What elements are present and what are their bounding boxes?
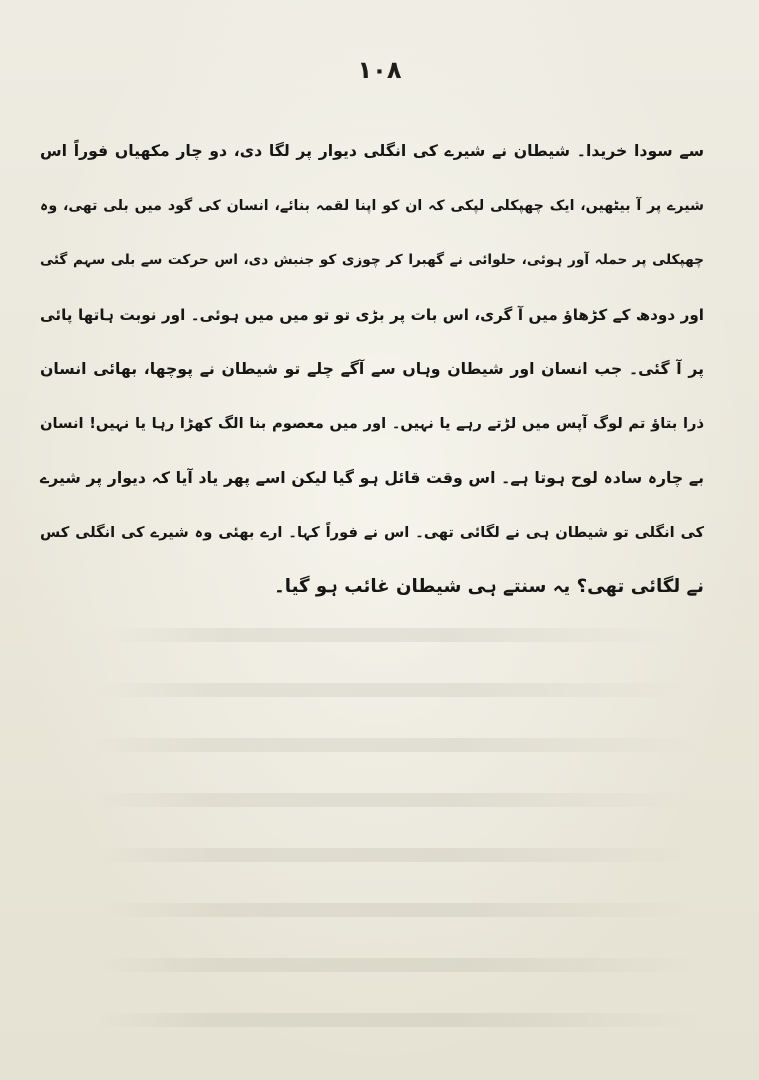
text-line: سے سودا خریدا۔ شیطان نے شیرے کی انگلی دیوار پر لگا دی، دو چار مکھیاں فوراً اس: [40, 141, 704, 160]
bleed-through-line: [96, 848, 692, 862]
text-line: اور دودھ کے کڑھاؤ میں آ گری، اس بات پر بڑی تو تو میں میں ہوئی۔ اور نوبت ہاتھا پائی: [40, 305, 704, 324]
bleed-through-line: [90, 738, 700, 752]
bleed-through-line: [96, 1013, 700, 1027]
text-line: چھپکلی پر حملہ آور ہوئی، حلوائی نے گھبرا کر چوزی کو جنبش دی، اس حرکت سے بلی سہم گئی: [40, 252, 704, 268]
bleed-through-line: [104, 903, 694, 917]
text-line: بے چارہ سادہ لوح ہوتا ہے۔ اس وقت قائل ہو گیا لیکن اسے پھر یاد آیا کہ دیوار پر شیرے: [40, 468, 704, 487]
text-line: ذرا بتاؤ تم لوگ آپس میں لڑتے رہے یا نہیں۔ اور میں معصوم بنا الگ کھڑا رہا یا نہیں! انسان: [40, 414, 704, 432]
text-line: کی انگلی تو شیطان ہی نے لگائی تھی۔ اس نے فوراً کہا۔ ارے بھئی وہ شیرے کی انگلی کس: [40, 523, 704, 541]
text-line: شیرے پر آ بیٹھیں، ایک چھپکلی لپکی کہ ان کو اپنا لقمہ بنائے، انسان کی گود میں بلی تھی، وہ: [40, 197, 704, 214]
text-line: پر آ گئی۔ جب انسان اور شیطان وہاں سے آگے چلے تو شیطان نے پوچھا، بھائی انسان: [40, 359, 704, 378]
body-text: [40, 124, 704, 615]
text-line: نے لگائی تھی؟ یہ سنتے ہی شیطان غائب ہو گیا۔: [274, 576, 704, 597]
bleed-through-line: [96, 683, 696, 697]
bleed-through-line: [92, 793, 692, 807]
page-number: ۱۰۸: [357, 56, 402, 84]
bleed-through-line: [100, 958, 700, 972]
bleed-through-line: [110, 628, 670, 642]
